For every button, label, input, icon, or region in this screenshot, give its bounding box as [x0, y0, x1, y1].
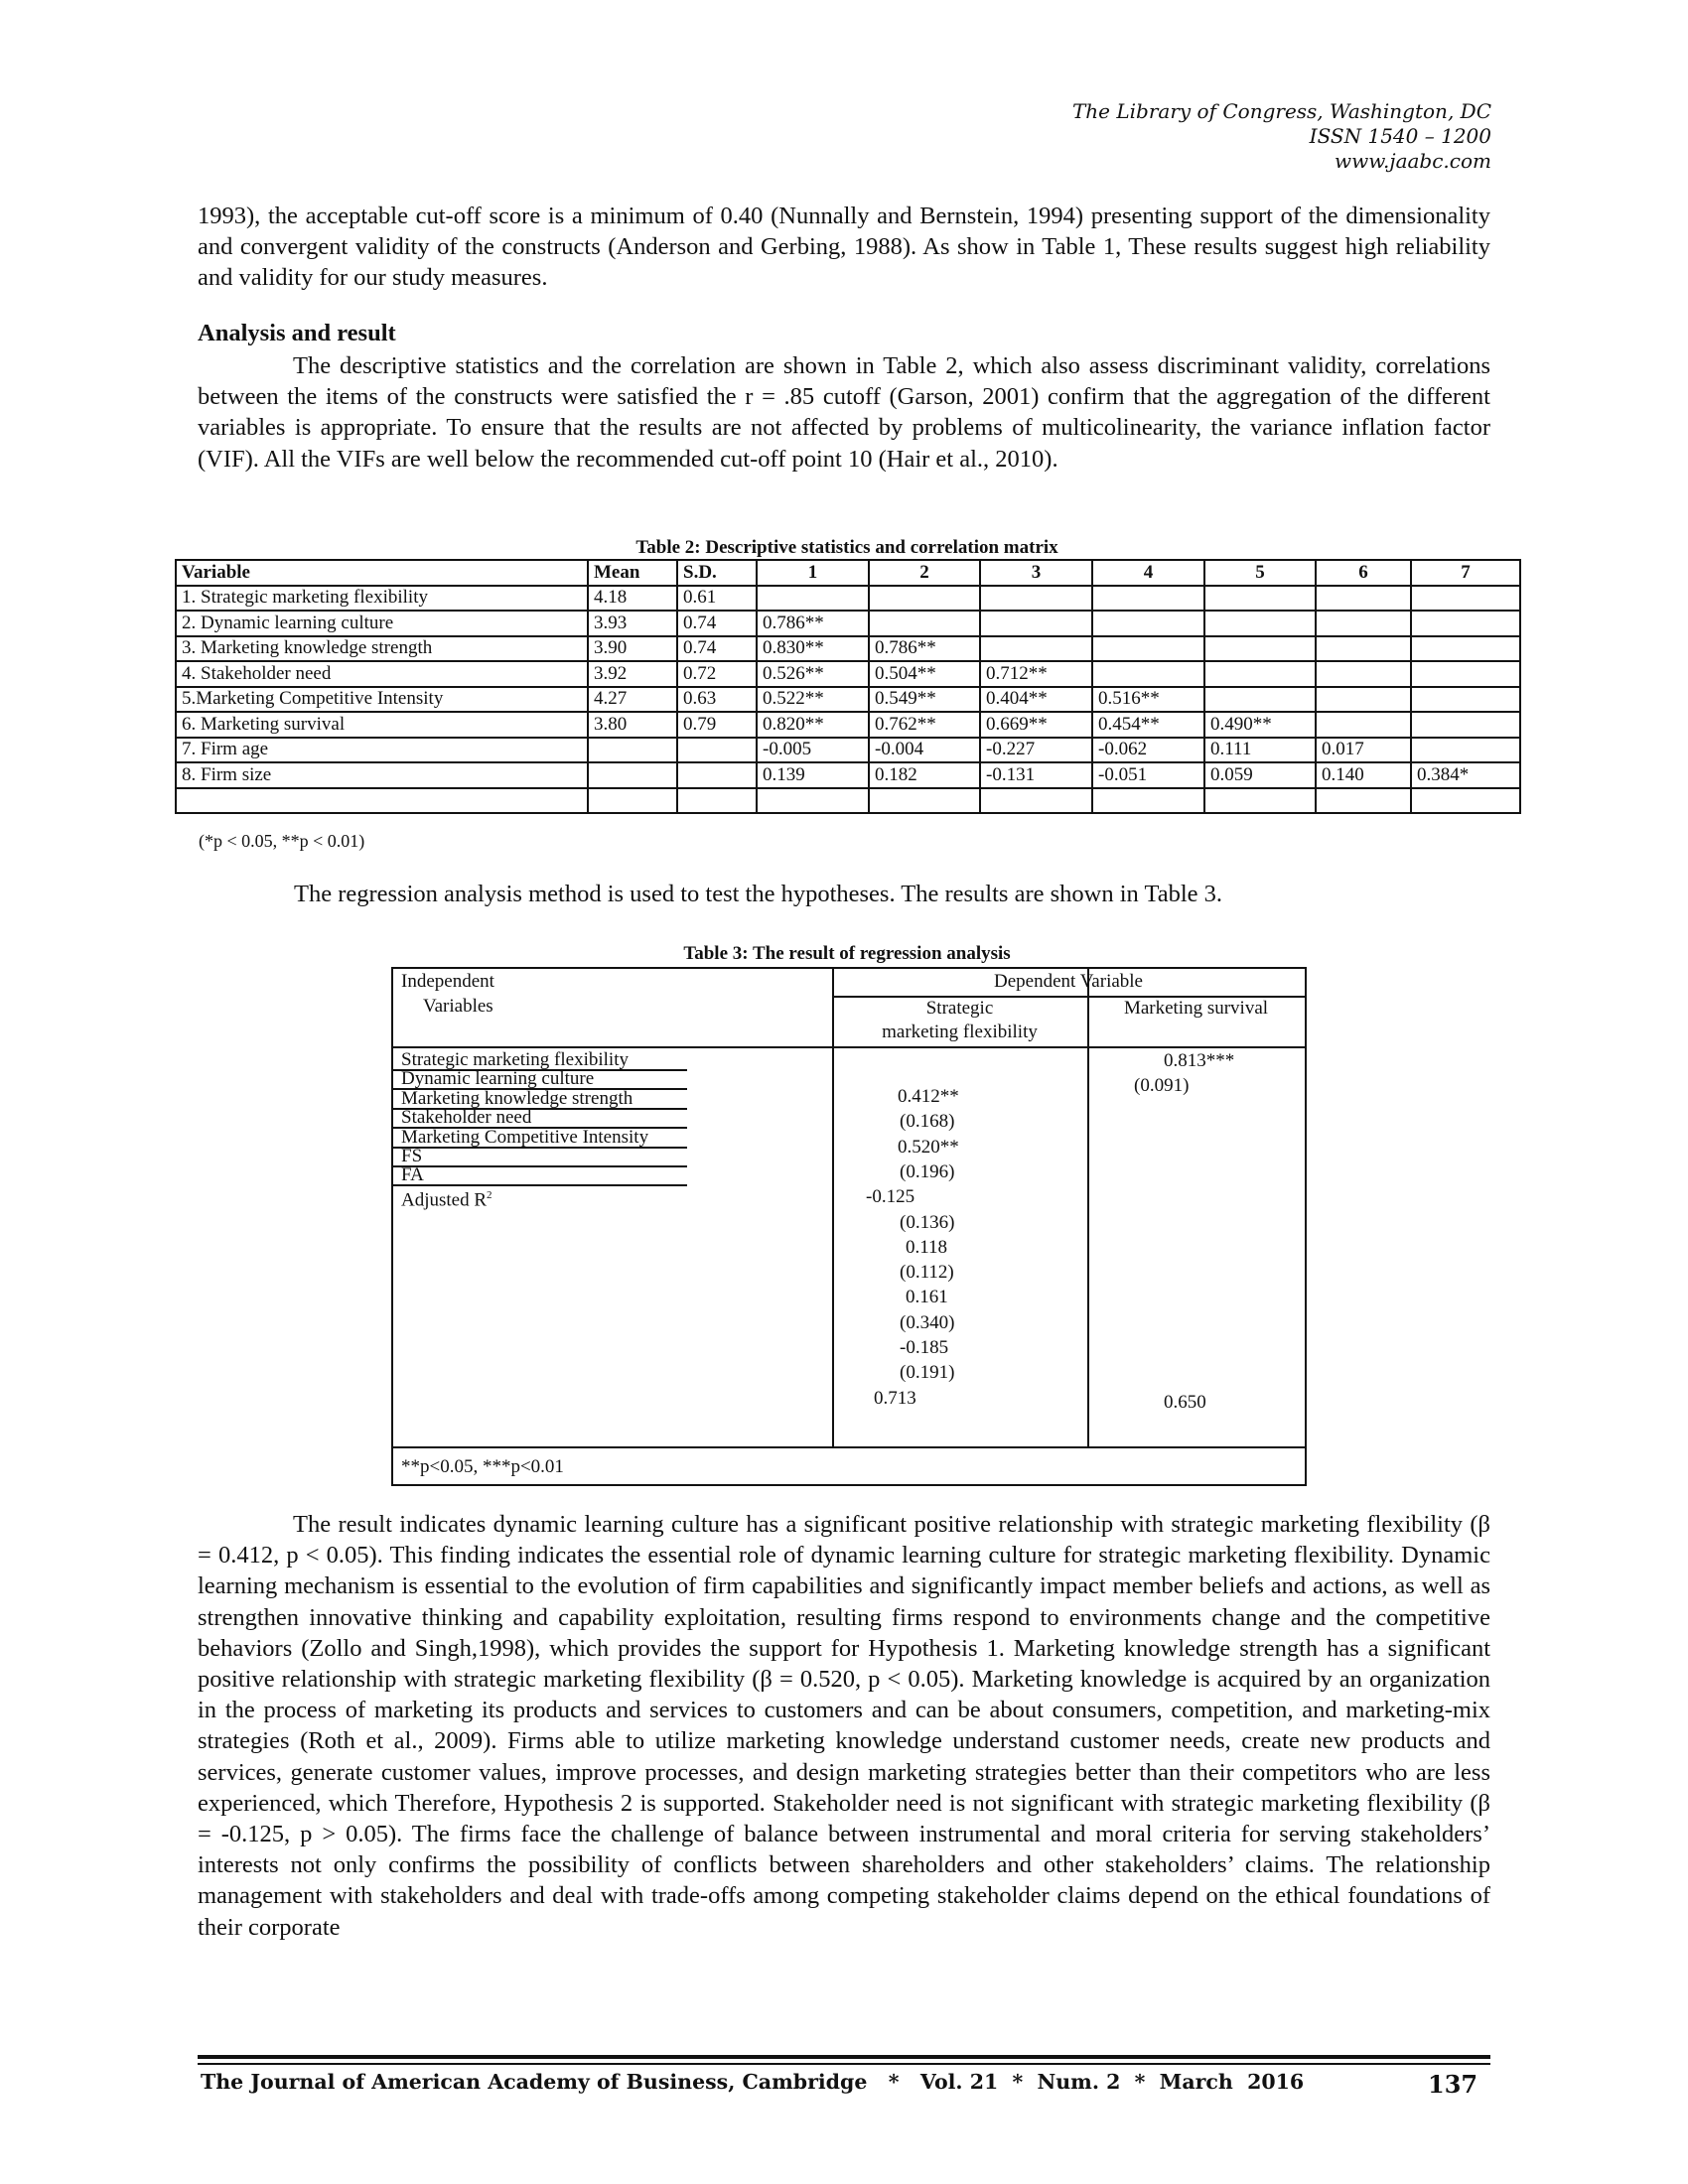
value-cell: 0.140: [1316, 762, 1411, 788]
value-cell: [1204, 687, 1316, 713]
value-cell: 0.786**: [757, 611, 869, 636]
value-cell: [1204, 661, 1316, 687]
table3-rule: [393, 1446, 1305, 1448]
value-cell: [1411, 636, 1520, 662]
value-cell: 0.404**: [980, 687, 1092, 713]
value-cell: [869, 788, 980, 814]
value-cell: [1316, 788, 1411, 814]
variable-cell: 1. Strategic marketing flexibility: [176, 586, 588, 612]
value-cell: [757, 788, 869, 814]
value-cell: [980, 586, 1092, 612]
value-cell: 0.384*: [1411, 762, 1520, 788]
value-cell: 0.526**: [757, 661, 869, 687]
value-cell: [1316, 611, 1411, 636]
table-row: [176, 712, 1520, 738]
table3-col1-value: 0.520**: [898, 1136, 959, 1158]
value-cell: 0.549**: [869, 687, 980, 713]
table3-col1-value: (0.340): [900, 1311, 955, 1333]
table3-row-label-text: Marketing knowledge strength: [401, 1087, 633, 1109]
value-cell: [757, 586, 869, 612]
value-cell: [980, 636, 1092, 662]
value-cell: 5: [1204, 560, 1316, 586]
table2-caption: Table 2: Descriptive statistics and correlation matrix: [635, 537, 1058, 558]
value-cell: [1204, 611, 1316, 636]
value-cell: 0.017: [1316, 738, 1411, 763]
analysis-text: The descriptive statistics and the correlation are shown in Table 2, which also assess discriminant validity, correlations between the items of the constructs were satisfied the r = .85 cutoff (Garson, 2001) confirm that the aggregation of the different variables is appropriate. To ensure that the results are not affected by problems of multicolinearity, the variance inflation factor (VIF). All the VIFs are well below the recommended cut-off point 10 (Hair et al., 2010).: [198, 352, 1490, 473]
value-cell: -0.131: [980, 762, 1092, 788]
value-cell: [588, 788, 677, 814]
table3-col1-value: (0.112): [900, 1262, 954, 1284]
table-row: [176, 762, 1520, 788]
value-cell: [677, 788, 757, 814]
value-cell: -0.005: [757, 738, 869, 763]
value-cell: [1411, 738, 1520, 763]
value-cell: 3.80: [588, 712, 677, 738]
table-row: [176, 586, 1520, 612]
table3-col1-value: -0.125: [866, 1186, 915, 1208]
table3-col1-value: -0.185: [900, 1337, 949, 1358]
variable-cell: 8. Firm size: [176, 762, 588, 788]
value-cell: [1316, 712, 1411, 738]
header-line-2: ISSN 1540 – 1200: [1309, 124, 1491, 148]
table-row: [176, 738, 1520, 763]
value-cell: -0.004: [869, 738, 980, 763]
table3-independent-header-2: Variables: [423, 996, 493, 1017]
value-cell: 0.762**: [869, 712, 980, 738]
table3-dependent-header: Dependent Variable: [993, 971, 1143, 992]
footer-journal: [201, 2070, 1304, 2094]
value-cell: 1: [757, 560, 869, 586]
footer-journal-text: The Journal of American Academy of Business, Cambridge * Vol. 21 * Num. 2 * March 2016: [201, 2070, 1305, 2094]
table3-row-label: [401, 1184, 679, 1211]
value-cell: [980, 788, 1092, 814]
value-cell: [1411, 586, 1520, 612]
value-cell: 0.74: [677, 611, 757, 636]
table2-header-row: [176, 560, 1520, 586]
table3-row-label-text: Stakeholder need: [401, 1107, 532, 1129]
variable-cell: Variable: [176, 560, 588, 586]
table3-row-label-text: Adjusted R: [401, 1189, 488, 1211]
value-cell: Mean: [588, 560, 677, 586]
value-cell: 0.63: [677, 687, 757, 713]
value-cell: [869, 611, 980, 636]
value-cell: 2: [869, 560, 980, 586]
value-cell: 0.111: [1204, 738, 1316, 763]
value-cell: 0.669**: [980, 712, 1092, 738]
value-cell: -0.227: [980, 738, 1092, 763]
table3-col2-value: 0.650: [1164, 1392, 1206, 1413]
value-cell: [1092, 788, 1204, 814]
value-cell: 3.93: [588, 611, 677, 636]
table3-row-label-text: Marketing Competitive Intensity: [401, 1126, 649, 1148]
value-cell: [1092, 636, 1204, 662]
section-heading: Analysis and result: [198, 320, 396, 346]
value-cell: 4.18: [588, 586, 677, 612]
value-cell: [980, 611, 1092, 636]
table3-row-label-text: FS: [401, 1146, 423, 1166]
table3-divider: [1087, 969, 1089, 1446]
value-cell: 0.79: [677, 712, 757, 738]
value-cell: [1092, 661, 1204, 687]
variable-cell: 3. Marketing knowledge strength: [176, 636, 588, 662]
value-cell: [869, 586, 980, 612]
footer-rule: [198, 2063, 1490, 2065]
intro-paragraph: [198, 201, 1490, 294]
variable-cell: [176, 788, 588, 814]
value-cell: [1316, 636, 1411, 662]
value-cell: 0.516**: [1092, 687, 1204, 713]
table3-rule: [393, 1046, 1305, 1048]
table3-caption: Table 3: The result of regression analysis: [683, 943, 1011, 964]
table2: [175, 559, 1521, 814]
value-cell: [677, 762, 757, 788]
table3-row-label-text: FA: [401, 1164, 424, 1186]
value-cell: [1092, 586, 1204, 612]
value-cell: -0.062: [1092, 738, 1204, 763]
value-cell: [1411, 687, 1520, 713]
value-cell: 0.61: [677, 586, 757, 612]
table2-note: (*p < 0.05, **p < 0.01): [199, 831, 365, 851]
value-cell: [1092, 611, 1204, 636]
table3-col2-value: 0.813***: [1164, 1050, 1235, 1071]
value-cell: [1204, 636, 1316, 662]
page-number: 137: [1428, 2070, 1478, 2099]
table-row: [176, 788, 1520, 814]
result-paragraph: [198, 1509, 1490, 1943]
value-cell: [1204, 788, 1316, 814]
table3-col1-value: 0.161: [906, 1287, 948, 1308]
variable-cell: 4. Stakeholder need: [176, 661, 588, 687]
value-cell: 3: [980, 560, 1092, 586]
table-row: [176, 611, 1520, 636]
table3-col2-value: (0.091): [1134, 1075, 1190, 1096]
variable-cell: 2. Dynamic learning culture: [176, 611, 588, 636]
table-row: [176, 661, 1520, 687]
table3-col1-value: 0.118: [906, 1236, 948, 1258]
table3-row-label-text: Strategic marketing flexibility: [401, 1049, 629, 1070]
analysis-paragraph: [198, 350, 1490, 475]
value-cell: [588, 738, 677, 763]
regression-sentence: The regression analysis method is used to test the hypotheses. The results are shown in Table 3.: [294, 881, 1223, 907]
value-cell: 0.490**: [1204, 712, 1316, 738]
table3-col1-value: 0.713: [874, 1387, 916, 1409]
value-cell: 7: [1411, 560, 1520, 586]
value-cell: 0.830**: [757, 636, 869, 662]
table-row: [176, 687, 1520, 713]
value-cell: [677, 738, 757, 763]
value-cell: 0.139: [757, 762, 869, 788]
table3-col1-value: (0.196): [900, 1160, 955, 1182]
value-cell: 4.27: [588, 687, 677, 713]
r-squared-superscript: 2: [487, 1188, 492, 1201]
table3-col2-header: Marketing survival: [1123, 998, 1269, 1019]
value-cell: [1316, 687, 1411, 713]
value-cell: [1411, 661, 1520, 687]
value-cell: [1411, 712, 1520, 738]
value-cell: 4: [1092, 560, 1204, 586]
value-cell: 0.72: [677, 661, 757, 687]
table-row: [176, 636, 1520, 662]
value-cell: 0.74: [677, 636, 757, 662]
table3-col1-value: 0.412**: [898, 1086, 959, 1107]
value-cell: 0.820**: [757, 712, 869, 738]
table3-note: **p<0.05, ***p<0.01: [401, 1456, 564, 1477]
table3-row-label-text: Dynamic learning culture: [401, 1068, 595, 1090]
value-cell: 0.504**: [869, 661, 980, 687]
table3-independent-header: Independent: [401, 971, 494, 992]
value-cell: S.D.: [677, 560, 757, 586]
table3-col1-value: (0.136): [900, 1211, 955, 1233]
result-text: The result indicates dynamic learning culture has a significant positive relationship with strategic marketing flexibility (β = 0.412, p < 0.05). This finding indicates the essential role of dynamic learning culture for strategic marketing flexibility. Dynamic learning mechanism is essential to the evolution of firm capabilities and significantly impact member beliefs and actions, as well as strengthen innovative thinking and capability exploitation, resulting firms respond to environments change and the competitive behaviors (Zollo and Singh,1998), which provides the support for Hypothesis 1. Marketing knowledge strength has a significant positive relationship with strategic marketing flexibility (β = 0.520, p < 0.05). Marketing knowledge is acquired by an organization in the process of marketing its products and services to customers and can be about consumers, competition, and marketing-mix strategies (Roth et al., 2009). Firms able to utilize marketing knowledge understand customer needs, create new products and services, generate customer values, improve processes, and design marketing strategies better than their competitors who are less experienced, which Therefore, Hypothesis 2 is supported. Stakeholder need is not significant with strategic marketing flexibility (β = -0.125, p > 0.05). The firms face the challenge of balance between instrumental and moral criteria for serving stakeholders’ interests not only confirms the possibility of conflicts between shareholders and other stakeholders’ claims. The relationship management with stakeholders and deal with trade-offs among competing stakeholder claims depend on the ethical foundations of their corporate: [198, 1511, 1490, 1941]
header-line-3: www.jaabc.com: [1335, 149, 1491, 173]
value-cell: 6: [1316, 560, 1411, 586]
table3: [391, 967, 1307, 1486]
footer-rule: [198, 2055, 1490, 2059]
intro-text: 1993), the acceptable cut-off score is a minimum of 0.40 (Nunnally and Bernstein, 1994) presenting support of the dimensionality and convergent validity of the constructs (Anderson and Gerbing, 1988). As show in Table 1, These results suggest high reliability and validity for our study measures.: [198, 203, 1490, 292]
value-cell: 0.522**: [757, 687, 869, 713]
table3-col1-header-b: marketing flexibility: [882, 1022, 1038, 1042]
value-cell: [1316, 661, 1411, 687]
value-cell: 0.182: [869, 762, 980, 788]
header-line-1: The Library of Congress, Washington, DC: [1071, 99, 1491, 123]
value-cell: [1204, 586, 1316, 612]
table3-col1-value: (0.191): [900, 1362, 955, 1384]
value-cell: [1411, 611, 1520, 636]
variable-cell: 6. Marketing survival: [176, 712, 588, 738]
value-cell: 3.90: [588, 636, 677, 662]
value-cell: [1411, 788, 1520, 814]
value-cell: 0.454**: [1092, 712, 1204, 738]
value-cell: [1316, 586, 1411, 612]
value-cell: 3.92: [588, 661, 677, 687]
running-header: [1072, 99, 1491, 174]
table3-col1-value: (0.168): [900, 1111, 955, 1133]
variable-cell: 5.Marketing Competitive Intensity: [176, 687, 588, 713]
value-cell: 0.059: [1204, 762, 1316, 788]
value-cell: -0.051: [1092, 762, 1204, 788]
value-cell: 0.786**: [869, 636, 980, 662]
table3-col1-header-a: Strategic: [925, 998, 994, 1019]
value-cell: 0.712**: [980, 661, 1092, 687]
value-cell: [588, 762, 677, 788]
variable-cell: 7. Firm age: [176, 738, 588, 763]
